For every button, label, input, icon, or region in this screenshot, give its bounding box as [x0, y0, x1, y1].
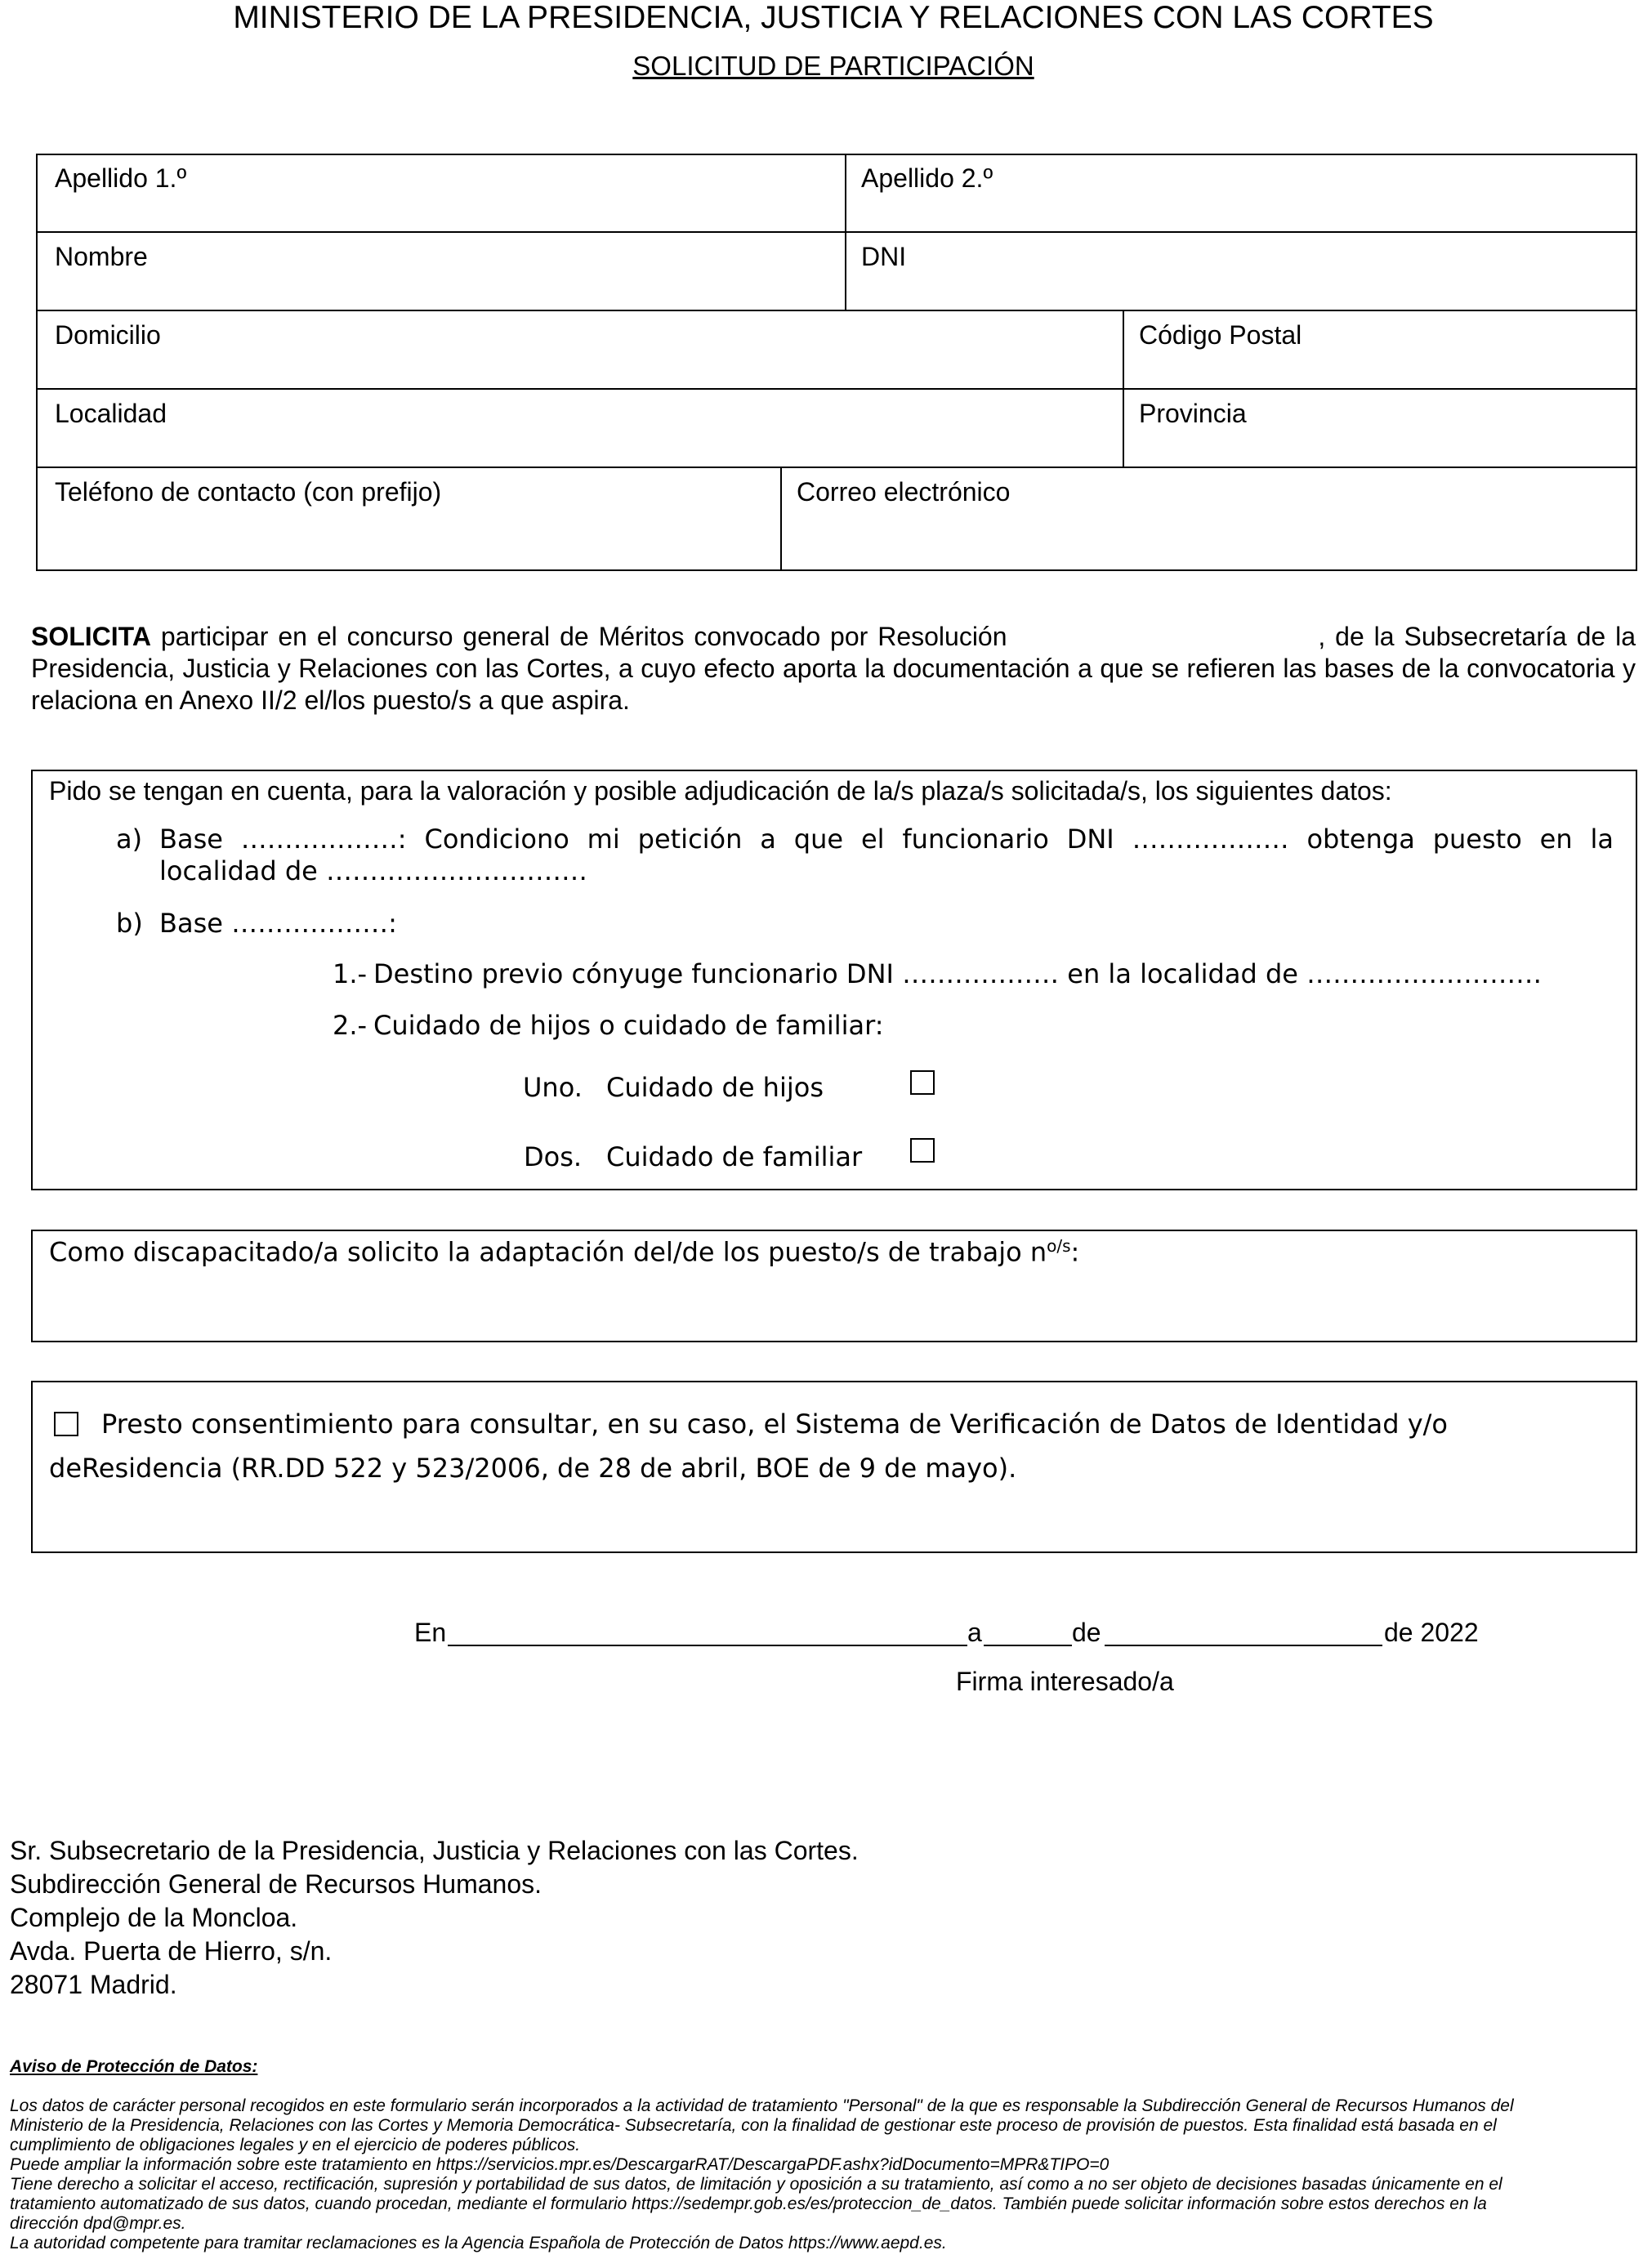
col-divider	[780, 467, 782, 569]
condition-a-line2[interactable]: localidad de …………………………	[159, 855, 588, 886]
signature-de: de	[1072, 1618, 1101, 1647]
conditions-intro: Pido se tengan en cuenta, para la valoración y posible adjudicación de la/s plaza/s solicitada/s, los siguientes datos:	[49, 776, 1392, 806]
signature-caption: Firma interesado/a	[956, 1667, 1174, 1696]
disability-superscript: o/s	[1047, 1236, 1071, 1256]
solicita-text: participar en el concurso general de Méritos convocado por Resolución , de la Subsecretaría de la Presidencia, Justicia y Relaciones con las Cortes, a cuyo efecto aporta la documentación a que se refieren las bases de la convocatoria y relaciona en Anexo II/2 el/los puesto/s a que aspira.	[31, 622, 1643, 715]
item1-number: 1.-	[333, 958, 368, 989]
domicilio-field[interactable]: Domicilio	[55, 320, 161, 350]
privacy-notice	[10, 2096, 1642, 2253]
address-line: Subdirección General de Recursos Humanos.	[10, 1869, 542, 1899]
signature-en: En	[414, 1618, 447, 1647]
item2-number: 2.-	[333, 1010, 368, 1041]
privacy-line: Los datos de carácter personal recogidos en este formulario serán incorporados a la actividad de tratamiento "Personal" de la que es responsable la Subdirección General de Recursos Humanos del	[10, 2096, 1514, 2115]
cuidado-familiar-checkbox[interactable]	[910, 1138, 935, 1163]
condition-b-text[interactable]: Base ………………:	[159, 908, 397, 939]
ministry-title: MINISTERIO DE LA PRESIDENCIA, JUSTICIA Y RELACIONES CON LAS CORTES	[233, 0, 1434, 35]
form-subtitle: SOLICITUD DE PARTICIPACIÓN	[632, 51, 1034, 81]
disability-text: Como discapacitado/a solicito la adaptación del/de los puesto/s de trabajo $n^{o/s}$:	[49, 1236, 1080, 1268]
privacy-line: cumplimiento de obligaciones legales y en el ejercicio de poderes públicos.	[10, 2136, 581, 2154]
row-divider	[38, 231, 1636, 233]
apellido2-field[interactable]: Apellido 2.º	[861, 163, 993, 193]
uno-text: Cuidado de hijos	[606, 1072, 824, 1103]
correo-field[interactable]: Correo electrónico	[797, 477, 1011, 507]
col-divider	[1123, 310, 1124, 467]
dni-field[interactable]: DNI	[861, 242, 907, 271]
solicita-keyword: SOLICITA	[31, 622, 151, 651]
item2-text: Cuidado de hijos o cuidado de familiar:	[373, 1010, 884, 1041]
item1-text[interactable]: Destino previo cónyuge funcionario DNI ……………… en la localidad de ………………………	[373, 958, 1543, 989]
privacy-line: Puede ampliar la información sobre este tratamiento en https://servicios.mpr.es/DescargarRAT/DescargaPDF.ashx?idDocumento=MPR&TIPO=0	[10, 2155, 1110, 2174]
privacy-line: Tiene derecho a solicitar el acceso, rectificación, supresión y portabilidad de sus datos, de limitación y oposición a su tratamiento, así como a no ser objeto de decisiones basadas únicamente en el	[10, 2175, 1502, 2194]
consent-line2: deResidencia (RR.DD 522 y 523/2006, de 28 de abril, BOE de 9 de mayo).	[49, 1453, 1017, 1484]
nombre-field[interactable]: Nombre	[55, 242, 148, 271]
cuidado-hijos-checkbox[interactable]	[910, 1070, 935, 1095]
address-line: Complejo de la Moncloa.	[10, 1903, 298, 1932]
condition-a-line1[interactable]: Base ………………: Condiciono mi petición a que el funcionario DNI ……………… obtenga puesto en la	[159, 824, 1614, 855]
solicita-paragraph	[31, 621, 1643, 717]
address-line: Avda. Puerta de Hierro, s/n.	[10, 1936, 333, 1966]
signature-year: de 2022	[1384, 1618, 1479, 1647]
telefono-field[interactable]: Teléfono de contacto (con prefijo)	[55, 477, 442, 507]
address-line: Sr. Subsecretario de la Presidencia, Justicia y Relaciones con las Cortes.	[10, 1836, 859, 1865]
dos-text: Cuidado de familiar	[606, 1141, 863, 1172]
privacy-line: dirección dpd@mpr.es.	[10, 2214, 186, 2233]
dos-label: Dos.	[524, 1141, 583, 1172]
consent-box	[31, 1381, 1637, 1553]
apellido1-field[interactable]: Apellido 1.º	[55, 163, 187, 193]
conditions-box	[31, 770, 1637, 1190]
personal-data-table	[36, 154, 1637, 571]
consent-checkbox[interactable]	[54, 1412, 78, 1436]
condition-a-marker: a)	[116, 824, 143, 855]
provincia-field[interactable]: Provincia	[1139, 399, 1247, 428]
day-line[interactable]	[984, 1645, 1072, 1646]
address-line: 28071 Madrid.	[10, 1970, 177, 1999]
consent-line1: Presto consentimiento para consultar, en su caso, el Sistema de Verificación de Datos de Identidad y/o	[101, 1409, 1448, 1440]
month-line[interactable]	[1105, 1645, 1382, 1646]
privacy-title: Aviso de Protección de Datos:	[10, 2057, 258, 2076]
disability-box[interactable]	[31, 1230, 1637, 1342]
privacy-line: Ministerio de la Presidencia, Relaciones con las Cortes y Memoria Democrática- Subsecretaría, con la finalidad de gestionar este proceso de provisión de puestos. Esta finalidad está basada en el	[10, 2116, 1497, 2135]
privacy-line: La autoridad competente para tramitar reclamaciones es la Agencia Española de Protección de Datos https://www.aepd.es.	[10, 2234, 947, 2252]
codigo-postal-field[interactable]: Código Postal	[1139, 320, 1302, 350]
col-divider	[845, 155, 846, 310]
localidad-field[interactable]: Localidad	[55, 399, 167, 428]
privacy-line: tratamiento automatizado de sus datos, cuando procedan, mediante el formulario https://sedempr.gob.es/es/proteccion_de_datos. También puede solicitar información sobre estos derechos en la	[10, 2194, 1487, 2213]
condition-b-marker: b)	[116, 908, 143, 939]
row-divider	[38, 310, 1636, 311]
row-divider	[38, 388, 1636, 390]
signature-a: a	[967, 1618, 982, 1647]
row-divider	[38, 467, 1636, 468]
place-line[interactable]	[448, 1645, 967, 1646]
uno-label: Uno.	[523, 1072, 583, 1103]
